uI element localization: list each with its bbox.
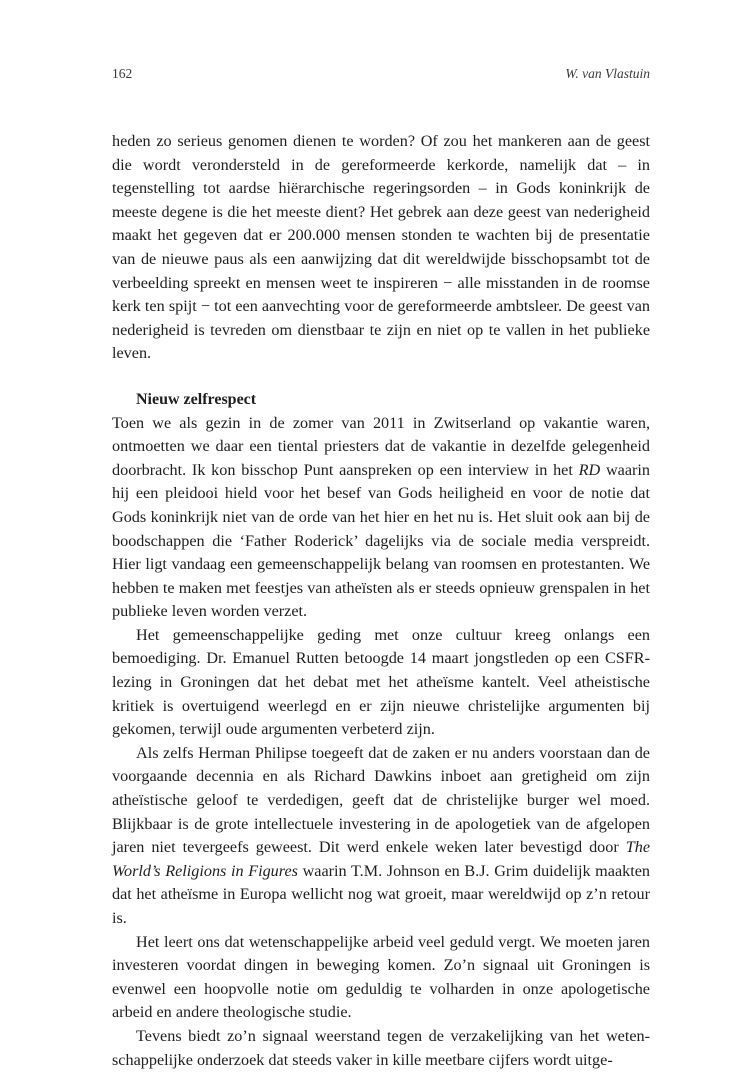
section-heading: Nieuw zelfrespect [136, 390, 257, 408]
running-head [112, 66, 650, 84]
paragraph-2-italic-rd: RD [578, 460, 601, 479]
paragraph-3: Het gemeenschappelijke geding met onze cultuur kreeg onlangs een bemoediging. Dr. Emanuel Rutten betoogde 14 maart jongstleden op een CSFR-lezing in Groningen dat het debat met het atheïsme kantelt. Veel atheistische kritiek is overtuigend weerlegd en er zijn nieuwe christelijke argumenten bij gekomen, terwijl oude argumenten verbeterd zijn. [112, 625, 650, 739]
article-body [112, 130, 650, 1072]
paragraph-2 [112, 412, 650, 624]
paragraph-2-text-a: Toen we als gezin in de zomer van 2011 in Zwitserland op vakantie waren, ontmoetten we daar een tiental priesters dat de vakantie in dezelfde gelegenheid doorbracht. Ik kon bisschop Punt aanspreken op een interview in het [112, 413, 650, 479]
running-head-author: W. van Vlastuin [565, 66, 650, 81]
paragraph-4-italic-title: The World’s Religions in Figures [112, 838, 650, 880]
paragraph-4-text-a: Als zelfs Herman Philipse toegeeft dat de zaken er nu anders voorstaan dan de voorgaande decennia en als Richard Dawkins inboet aan gretigheid om zijn atheïstische geloof te verdedigen, geeft dat de christelijke burger wel moed. Blijkbaar is de grote intellectuele investering in de apologetiek van de afgelopen jaren niet tevergeefs geweest. Dit werd enkele weken later bevestigd door [112, 743, 650, 857]
paragraph-6: Tevens biedt zo’n signaal weerstand tegen de verzakelijking van het wetenschappelijke onderzoek dat steeds vaker in kille meetbare cijfers wordt uitge- [112, 1026, 650, 1069]
paragraph-5: Het leert ons dat wetenschappelijke arbeid veel geduld vergt. We moeten jaren investeren voordat dingen in beweging komen. Zo’n signaal uit Groningen is evenwel een hoopvolle notie om geduldig te volharden in onze apologetische arbeid en andere theologische studie. [112, 932, 650, 1022]
paragraph-4 [112, 742, 650, 931]
page-number: 162 [112, 66, 133, 81]
paragraph-2-text-b: waarin hij een pleidooi hield voor het besef van Gods heiligheid en voor de notie dat Gods koninkrijk niet van de orde van het hier en het nu is. Het sluit ook aan bij de boodschappen die ‘Father Roderick’ dagelijks via de sociale media verspreidt. Hier ligt vandaag een gemeenschappelijk belang van roomsen en protestanten. We hebben te maken met feestjes van atheïsten als er steeds opnieuw grenspalen in het publieke leven worden verzet. [112, 460, 650, 621]
paragraph-1: heden zo serieus genomen dienen te worden? Of zou het mankeren aan de geest die wordt verondersteld in de gereformeerde kerkorde, namelijk dat – in tegenstelling tot aardse hiërarchische regeringsorden – in Gods koninkrijk de meeste degene is die het meeste dient? Het gebrek aan deze geest van nederigheid maakt het gegeven dat er 200.000 mensen stonden te wachten bij de presentatie van de nieuwe paus als een aanwijzing dat dit wereldwijde bisschopsambt tot de verbeelding spreekt en mensen weet te inspireren − alle misstanden in de roomse kerk ten spijt − tot een aanvechting voor de gereformeerde ambtsleer. De geest van nederigheid is tevreden om dienstbaar te zijn en niet op te vallen in het publieke leven. [112, 132, 650, 363]
paragraph-4-text-b: waarin T.M. Johnson en B.J. Grim duidelijk maakten dat het atheïsme in Europa wellicht nog wat groeit, maar wereldwijd op z’n retour is. [112, 861, 650, 927]
